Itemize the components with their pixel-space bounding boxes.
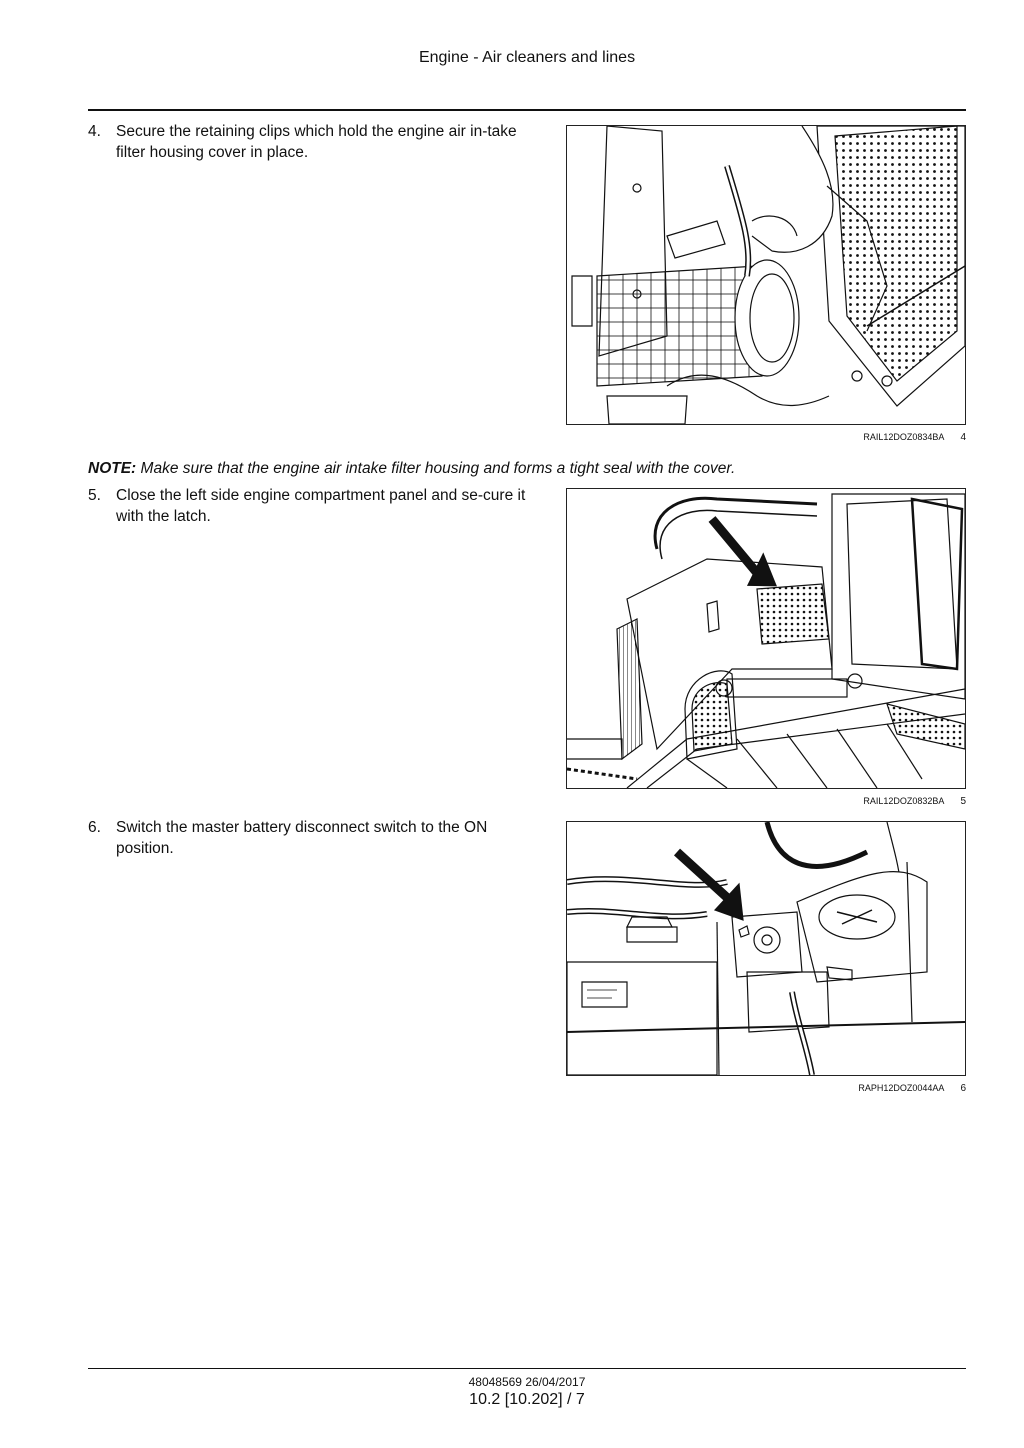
note-label: NOTE: <box>88 460 137 477</box>
header-rule <box>88 109 966 111</box>
figure-number: 4 <box>960 432 966 443</box>
engine-panel-drawing <box>567 489 965 788</box>
figure-5-illustration <box>566 488 966 789</box>
figure-5-caption <box>863 796 966 807</box>
note-text: Make sure that the engine air intake filter housing and forms a tight seal with the cover. <box>140 460 736 477</box>
step-number: 4. <box>88 123 101 140</box>
figure-6-illustration <box>566 821 966 1076</box>
footer-doc-id: 48048569 26/04/2017 <box>468 1375 586 1389</box>
figure-code: RAIL12DOZ0834BA <box>863 432 945 442</box>
step-text: Close the left side engine compartment panel and se-cure it with the latch. <box>116 487 526 525</box>
footer-page-number: 10.2 [10.202] / 7 <box>469 1391 585 1408</box>
footer-rule <box>88 1368 966 1369</box>
page-header-title: Engine - Air cleaners and lines <box>418 49 636 66</box>
step-5 <box>88 485 538 527</box>
figure-4-caption <box>863 432 966 443</box>
figure-number: 5 <box>960 796 966 807</box>
figure-4-illustration <box>566 125 966 425</box>
figure-number: 6 <box>960 1083 966 1094</box>
step-text: Secure the retaining clips which hold the engine air in-take filter housing cover in place. <box>116 123 517 161</box>
step-4 <box>88 121 538 163</box>
step-6 <box>88 817 538 859</box>
figure-code: RAPH12DOZ0044AA <box>858 1083 945 1093</box>
step-text: Switch the master battery disconnect switch to the ON position. <box>116 819 488 857</box>
battery-switch-drawing <box>567 822 965 1075</box>
step-number: 6. <box>88 819 101 836</box>
note <box>88 460 968 478</box>
figure-code: RAIL12DOZ0832BA <box>863 796 945 806</box>
air-cleaner-drawing <box>567 126 965 424</box>
figure-6-caption <box>858 1083 966 1094</box>
step-number: 5. <box>88 487 101 504</box>
